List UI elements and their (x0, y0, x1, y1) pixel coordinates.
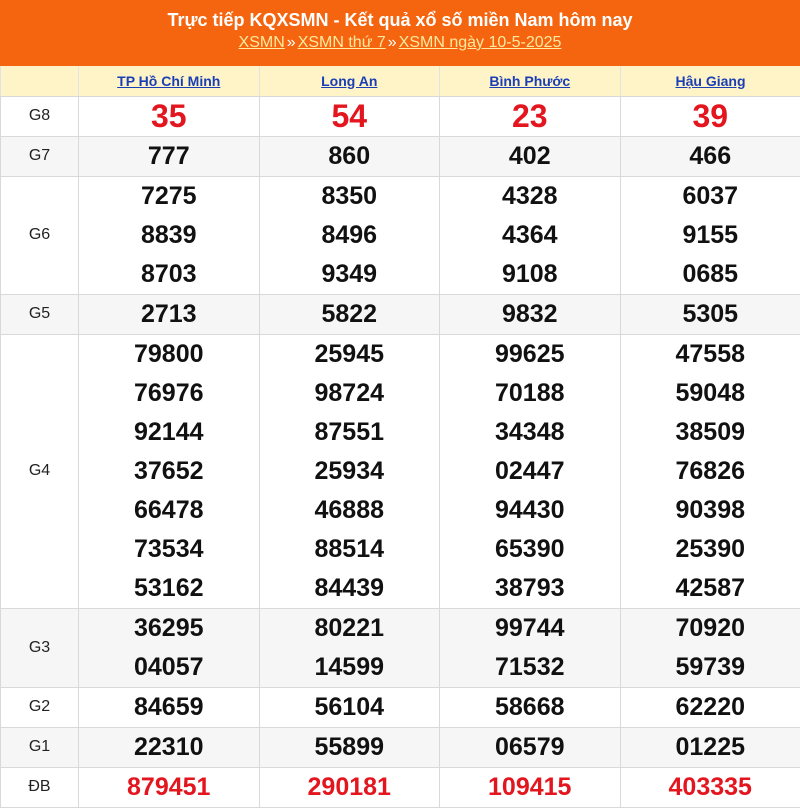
province-header-row (1, 66, 800, 96)
result-cell (620, 96, 800, 136)
lottery-number: 71532 (494, 652, 565, 681)
result-cell (259, 176, 440, 294)
results-table (0, 66, 800, 808)
lottery-number: 9108 (501, 259, 558, 288)
lottery-number: 8496 (321, 220, 378, 249)
lottery-number: 59739 (675, 652, 746, 681)
lottery-number: 04057 (133, 652, 204, 681)
lottery-number: 23 (511, 97, 548, 134)
result-cell (259, 727, 440, 767)
prize-row (1, 767, 800, 807)
lottery-number: 66478 (133, 495, 204, 524)
lottery-number: 42587 (675, 573, 746, 602)
result-cell (79, 727, 260, 767)
lottery-number: 80221 (314, 613, 385, 642)
prize-row (1, 136, 800, 176)
lottery-number: 403335 (668, 772, 752, 801)
lottery-number: 879451 (127, 772, 211, 801)
page-title: Trực tiếp KQXSMN - Kết quả xổ số miền Nam hôm nay (167, 10, 633, 30)
breadcrumb-separator: » (387, 34, 397, 51)
lottery-number: 2713 (140, 299, 197, 328)
result-cell (259, 767, 440, 807)
prize-row (1, 176, 800, 294)
lottery-number: 22310 (133, 732, 204, 761)
breadcrumb-separator: » (286, 34, 296, 51)
province-header (440, 66, 621, 96)
prize-row (1, 608, 800, 687)
lottery-number: 99625 (494, 339, 565, 368)
result-cell (259, 334, 440, 608)
breadcrumb-xsmn[interactable]: XSMN (238, 34, 285, 51)
result-cell (440, 176, 621, 294)
lottery-number: 36295 (133, 613, 204, 642)
prize-row (1, 334, 800, 608)
lottery-number: 39 (692, 97, 729, 134)
prize-row (1, 294, 800, 334)
province-link[interactable]: TP Hồ Chí Minh (117, 72, 221, 89)
lottery-number: 92144 (133, 417, 204, 446)
result-cell (79, 767, 260, 807)
prize-label: G8 (1, 96, 79, 136)
result-cell (620, 334, 800, 608)
lottery-number: 14599 (314, 652, 385, 681)
lottery-number: 34348 (494, 417, 565, 446)
result-cell (79, 96, 260, 136)
lottery-number: 4328 (501, 181, 558, 210)
lottery-number: 98724 (314, 378, 385, 407)
lottery-number: 9832 (501, 299, 558, 328)
result-cell (79, 136, 260, 176)
prize-column-header (1, 66, 79, 96)
lottery-number: 76976 (133, 378, 204, 407)
result-cell (259, 687, 440, 727)
result-cell (620, 687, 800, 727)
lottery-number: 62220 (675, 692, 746, 721)
lottery-number: 402 (508, 141, 551, 170)
lottery-number: 25934 (314, 456, 385, 485)
province-link[interactable]: Long An (321, 72, 378, 89)
lottery-number: 5822 (321, 299, 378, 328)
lottery-number: 38509 (675, 417, 746, 446)
result-cell (79, 176, 260, 294)
result-cell (259, 96, 440, 136)
lottery-number: 94430 (494, 495, 565, 524)
province-header (620, 66, 800, 96)
lottery-number: 55899 (314, 732, 385, 761)
result-cell (440, 334, 621, 608)
lottery-number: 70920 (675, 613, 746, 642)
lottery-number: 9155 (682, 220, 739, 249)
lottery-number: 88514 (314, 534, 385, 563)
lottery-number: 06579 (494, 732, 565, 761)
province-link[interactable]: Hậu Giang (675, 72, 746, 89)
result-cell (620, 176, 800, 294)
lottery-number: 7275 (140, 181, 197, 210)
lottery-number: 70188 (494, 378, 565, 407)
lottery-number: 84439 (314, 573, 385, 602)
prize-row (1, 96, 800, 136)
result-cell (440, 608, 621, 687)
breadcrumb-xsmn-saturday[interactable]: XSMN thứ 7 (297, 34, 386, 51)
result-cell (620, 727, 800, 767)
lottery-number: 99744 (494, 613, 565, 642)
lottery-number: 5305 (682, 299, 739, 328)
lottery-number: 9349 (321, 259, 378, 288)
result-cell (79, 294, 260, 334)
result-cell (259, 608, 440, 687)
prize-label: G4 (1, 334, 79, 608)
lottery-number: 777 (147, 141, 190, 170)
lottery-number: 109415 (488, 772, 572, 801)
result-cell (259, 136, 440, 176)
result-cell (440, 687, 621, 727)
prize-label: ĐB (1, 767, 79, 807)
prize-label: G6 (1, 176, 79, 294)
result-cell (440, 294, 621, 334)
result-cell (620, 136, 800, 176)
prize-row (1, 687, 800, 727)
lottery-number: 290181 (307, 772, 391, 801)
lottery-number: 90398 (675, 495, 746, 524)
lottery-number: 35 (150, 97, 187, 134)
result-cell (440, 136, 621, 176)
prize-label: G1 (1, 727, 79, 767)
lottery-number: 56104 (314, 692, 385, 721)
result-cell (620, 294, 800, 334)
lottery-number: 6037 (682, 181, 739, 210)
prize-row (1, 727, 800, 767)
lottery-number: 37652 (133, 456, 204, 485)
province-header (259, 66, 440, 96)
prize-label: G5 (1, 294, 79, 334)
breadcrumb-xsmn-date[interactable]: XSMN ngày 10-5-2025 (398, 34, 562, 51)
prize-label: G2 (1, 687, 79, 727)
lottery-number: 47558 (675, 339, 746, 368)
lottery-number: 4364 (501, 220, 558, 249)
result-cell (259, 294, 440, 334)
province-header (79, 66, 260, 96)
prize-label: G7 (1, 136, 79, 176)
lottery-number: 54 (331, 97, 368, 134)
lottery-number: 79800 (133, 339, 204, 368)
breadcrumb (0, 31, 800, 55)
result-cell (79, 608, 260, 687)
result-cell (620, 767, 800, 807)
lottery-number: 02447 (494, 456, 565, 485)
lottery-number: 38793 (494, 573, 565, 602)
result-cell (79, 687, 260, 727)
lottery-number: 860 (328, 141, 371, 170)
lottery-number: 53162 (133, 573, 204, 602)
lottery-number: 01225 (675, 732, 746, 761)
lottery-number: 46888 (314, 495, 385, 524)
page-header (0, 0, 800, 66)
results-body (1, 96, 800, 807)
result-cell (79, 334, 260, 608)
lottery-number: 25390 (675, 534, 746, 563)
lottery-number: 84659 (133, 692, 204, 721)
result-cell (440, 96, 621, 136)
lottery-number: 65390 (494, 534, 565, 563)
lottery-number: 466 (689, 141, 732, 170)
province-link[interactable]: Bình Phước (489, 72, 571, 89)
result-cell (440, 767, 621, 807)
lottery-number: 59048 (675, 378, 746, 407)
lottery-number: 8703 (140, 259, 197, 288)
lottery-number: 87551 (314, 417, 385, 446)
result-cell (440, 727, 621, 767)
lottery-number: 8350 (321, 181, 378, 210)
lottery-number: 58668 (494, 692, 565, 721)
lottery-number: 73534 (133, 534, 204, 563)
lottery-number: 0685 (682, 259, 739, 288)
lottery-number: 76826 (675, 456, 746, 485)
lottery-number: 25945 (314, 339, 385, 368)
prize-label: G3 (1, 608, 79, 687)
result-cell (620, 608, 800, 687)
lottery-number: 8839 (140, 220, 197, 249)
